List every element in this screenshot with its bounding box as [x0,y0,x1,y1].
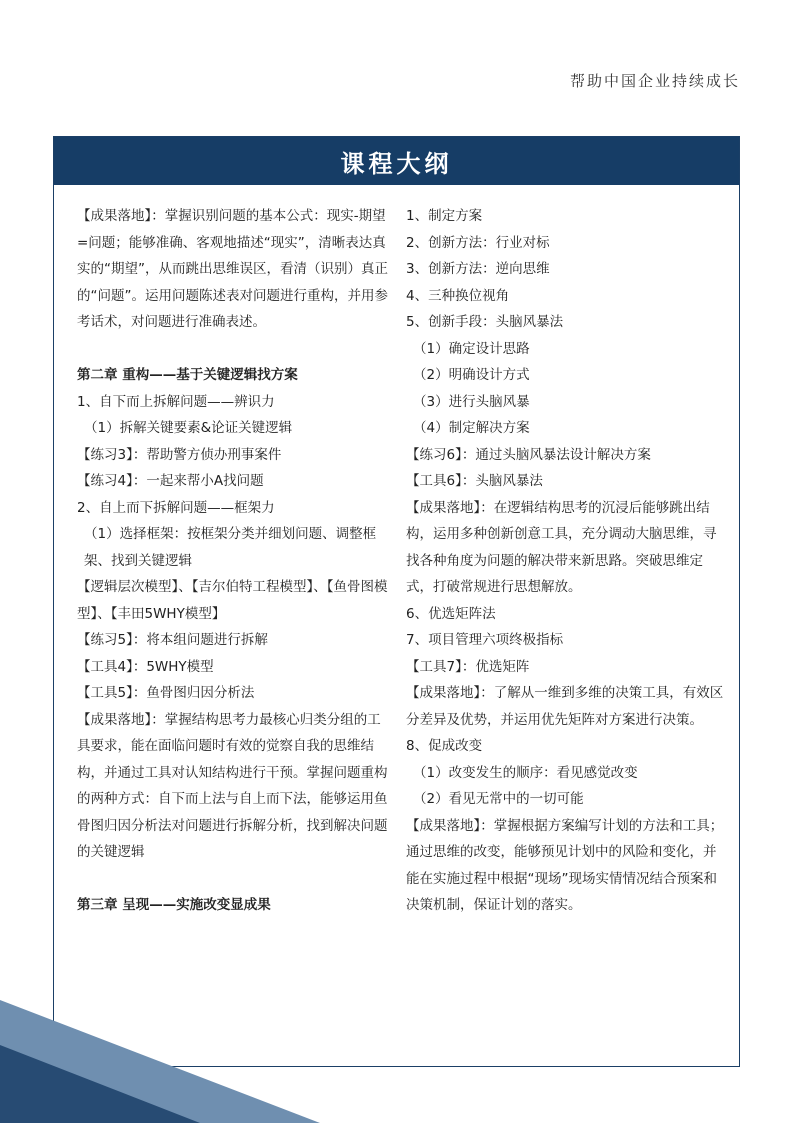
outline-line: 1、制定方案 [406,208,483,224]
outline-line: （4）制定解决方案 [413,420,530,436]
outline-line: 【成果落地】：掌握识别问题的基本公式：现实-期望=问题；能够准确、客观地描述“现实”，清晰表达真实的“期望”，从而跳出思维误区，看清（识别）真正的“问题”。运用问题陈述表对问题进行重构，并用参考话术，对问题进行准确表述。 [77,208,388,330]
spacer [77,336,389,363]
corner-decoration [0,1000,794,1123]
outline-line: （1）选择框架：按框架分类并细划问题、调整框架、找到关键逻辑 [84,526,377,569]
outline-line: （2）明确设计方式 [413,367,530,383]
outline-line: 【成果落地】：在逻辑结构思考的沉浸后能够跳出结构，运用多种创新创意工具，充分调动大脑思维，寻找各种角度为问题的解决带来新思路。突破思维定式，打破常规进行思想解放。 [406,499,717,595]
outline-line: 【工具7】：优选矩阵 [406,658,530,675]
outline-line: 【工具6】：头脑风暴法 [406,473,543,489]
outline-line: 6、优选矩阵法 [406,605,496,622]
outline-line: 7、项目管理六项终极指标 [406,632,564,648]
outline-line: 【练习3】：帮助警方侦办刑事案件 [77,446,282,463]
outline-line: （1）确定设计思路 [413,340,530,357]
outline-line: 3、创新方法：逆向思维 [406,261,550,277]
outline-line: （3）进行头脑风暴 [413,393,530,410]
outline-line: 【练习5】：将本组问题进行拆解 [77,632,268,648]
outline-line: 【工具4】：5WHY模型 [77,658,214,675]
outline-line: 5、创新手段：头脑风暴法 [406,314,564,330]
outline-line: 4、三种换位视角 [406,287,510,304]
outline-line: 【工具5】：鱼骨图归因分析法 [77,685,255,701]
outline-line: 2、创新方法：行业对标 [406,234,550,251]
outline-line: （1）拆解关键要素&论证关键逻辑 [84,420,293,436]
spacer [77,866,389,893]
outline-line: 【成果落地】：掌握结构思考力最核心归类分组的工具要求，能在面临问题时有效的觉察自我的思维结构，并通过工具对认知结构进行干预。掌握问题重构的两种方式：自下而上法与自上而下法，能够运用鱼骨图归因分析法对问题进行拆解分析，找到解决问题的关键逻辑 [77,711,388,860]
outline-line: 【逻辑层次模型】、【吉尔伯特工程模型】、【鱼骨图模型】、【丰田5WHY模型】 [77,579,388,622]
outline-frame [53,136,740,1067]
outline-line: 2、自上而下拆解问题——框架力 [77,499,275,516]
outline-line: 【练习6】：通过头脑风暴法设计解决方案 [406,446,651,463]
outline-line: 8、促成改变 [406,738,483,754]
outline-line: （1）改变发生的顺序：看见感觉改变 [413,764,638,781]
outline-line: （2）看见无常中的一切可能 [413,791,584,807]
outline-line: 【练习4】：一起来帮小A找问题 [77,473,264,489]
outline-line: 【成果落地】：掌握根据方案编写计划的方法和工具；通过思维的改变，能够预见计划中的风险和变化，并能在实施过程中根据“现场”现场实情情况结合预案和决策机制，保证计划的落实。 [406,817,724,913]
outline-line: 1、自下而上拆解问题——辨识力 [77,393,275,410]
left-column [77,203,389,919]
page-tagline: 帮助中国企业持续成长 [569,72,740,90]
outline-title: 课程大纲 [54,137,739,185]
chapter-heading: 第二章 重构——基于关键逻辑找方案 [77,367,298,383]
right-column [406,203,724,919]
chapter-heading: 第三章 呈现——实施改变显成果 [77,897,271,913]
outline-line: 【成果落地】：了解从一维到多维的决策工具，有效区分差异及优势，并运用优先矩阵对方案进行决策。 [406,685,724,728]
